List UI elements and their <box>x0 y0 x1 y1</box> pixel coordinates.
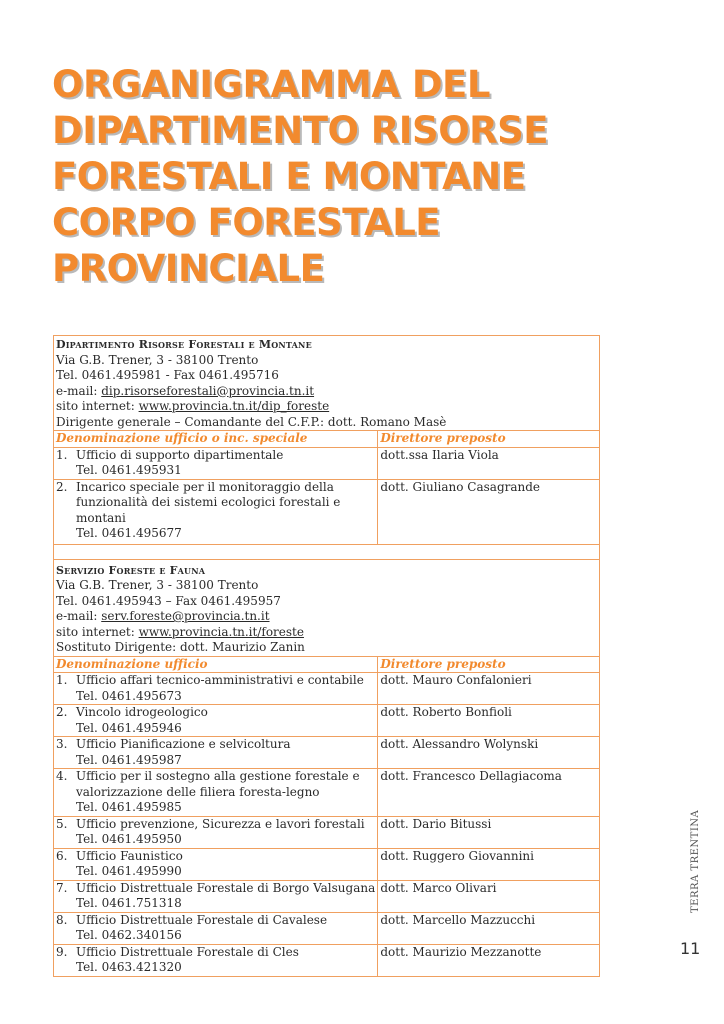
row-number: 6. <box>56 848 68 863</box>
office-name-cont: valorizzazione delle filiera foresta-legno <box>76 784 320 799</box>
dept-name: Dipartimento Risorse Forestali e Montane <box>56 338 312 351</box>
dept-director: Dirigente generale – Comandante del C.F.P.: dott. Romano Masè <box>56 414 447 429</box>
office-director: dott. Maurizio Mezzanotte <box>378 944 600 976</box>
service-site-link[interactable]: www.provincia.tn.it/foreste <box>138 624 304 639</box>
table-row <box>54 705 600 737</box>
office-director: dott. Giuliano Casagrande <box>378 479 600 544</box>
row-number: 5. <box>56 816 68 831</box>
row-number: 2. <box>56 705 68 719</box>
office-name: Ufficio Distrettuale Forestale di Borgo Valsugana <box>76 880 376 895</box>
office-name: Ufficio Distrettuale Forestale di Cavalese <box>76 912 328 927</box>
page-title <box>52 62 548 292</box>
office-tel: Tel. 0461.495673 <box>76 688 182 703</box>
dept-header-row <box>54 431 600 448</box>
office-tel: Tel. 0461.495985 <box>76 800 182 814</box>
office-name-cont: funzionalità dei sistemi ecologici forestali e montani <box>76 495 341 525</box>
office-director: dott. Mauro Confalonieri <box>378 673 600 705</box>
dept-email-line <box>56 384 597 400</box>
table-row <box>54 880 600 912</box>
office-name: Incarico speciale per il monitoraggio della <box>76 479 334 494</box>
dept-site-label: sito internet: <box>56 399 139 413</box>
office-name: Ufficio affari tecnico-amministrativi e contabile <box>76 673 364 687</box>
office-director: dott. Marco Olivari <box>378 880 600 912</box>
row-number: 3. <box>56 737 68 751</box>
office-tel: Tel. 0461.495987 <box>76 752 182 767</box>
office-tel: Tel. 0463.421320 <box>76 960 182 974</box>
office-director: dott. Dario Bitussi <box>378 816 600 848</box>
row-number: 7. <box>56 880 68 895</box>
table-row <box>54 816 600 848</box>
title-line: ORGANIGRAMMA DEL <box>52 63 490 106</box>
title-line: DIPARTIMENTO RISORSE <box>52 109 549 152</box>
office-name: Ufficio per il sostegno alla gestione forestale e <box>76 769 360 783</box>
title-line: CORPO FORESTALE <box>52 201 441 244</box>
office-name: Ufficio Distrettuale Forestale di Cles <box>76 944 299 959</box>
service-col1-header: Denominazione ufficio <box>54 656 378 673</box>
service-name: Servizio Foreste e Fauna <box>56 563 206 577</box>
office-director: dott. Ruggero Giovannini <box>378 848 600 880</box>
table-row <box>54 848 600 880</box>
table-row <box>54 447 600 479</box>
dept-site-link[interactable]: www.provincia.tn.it/dip_foreste <box>138 399 330 413</box>
service-header-row <box>54 656 600 673</box>
office-tel: Tel. 0461.495677 <box>76 526 182 540</box>
table-row <box>54 769 600 817</box>
org-table <box>53 335 600 977</box>
table-row <box>54 479 600 544</box>
service-phone: Tel. 0461.495943 – Fax 0461.495957 <box>56 593 281 608</box>
office-director: dott. Alessandro Wolynski <box>378 737 600 769</box>
office-name: Vincolo idrogeologico <box>76 705 208 719</box>
title-line: FORESTALI E MONTANE <box>52 155 526 198</box>
spacer-row <box>54 544 600 559</box>
dept-site-line <box>56 399 597 415</box>
service-info <box>54 559 600 656</box>
table-row <box>54 944 600 976</box>
office-name: Ufficio Faunistico <box>76 848 183 863</box>
row-number: 1. <box>56 447 68 462</box>
office-director: dott. Marcello Mazzucchi <box>378 912 600 944</box>
office-tel: Tel. 0461.751318 <box>76 896 182 910</box>
office-tel: Tel. 0461.495946 <box>76 720 182 735</box>
service-site-label: sito internet: <box>56 624 139 639</box>
table-row <box>54 737 600 769</box>
office-name: Ufficio di supporto dipartimentale <box>76 447 284 462</box>
dept-address: Via G.B. Trener, 3 - 38100 Trento <box>56 352 259 367</box>
office-director: dott. Francesco Dellagiacoma <box>378 769 600 817</box>
office-tel: Tel. 0461.495950 <box>76 832 182 846</box>
service-address: Via G.B. Trener, 3 - 38100 Trento <box>56 578 259 592</box>
dept-col1-header: Denominazione ufficio o inc. speciale <box>54 431 378 448</box>
office-director: dott.ssa Ilaria Viola <box>378 447 600 479</box>
table-row <box>54 673 600 705</box>
service-email-label: e-mail: <box>56 609 102 623</box>
dept-email-link[interactable]: dip.risorseforestali@provincia.tn.it <box>101 383 315 398</box>
dept-info <box>54 336 600 431</box>
service-site-line <box>56 625 597 641</box>
service-col2-header: Direttore preposto <box>378 656 600 673</box>
dept-phone: Tel. 0461.495981 - Fax 0461.495716 <box>56 368 279 382</box>
table-row <box>54 912 600 944</box>
office-tel: Tel. 0461.495931 <box>76 463 182 477</box>
office-director: dott. Roberto Bonfioli <box>378 705 600 737</box>
title-line: PROVINCIALE <box>52 247 325 290</box>
dept-email-label: e-mail: <box>56 383 102 398</box>
office-tel: Tel. 0462.340156 <box>76 928 182 942</box>
row-number: 2. <box>56 479 68 494</box>
service-email-line <box>56 609 597 625</box>
office-name: Ufficio prevenzione, Sicurezza e lavori forestali <box>76 816 365 831</box>
row-number: 4. <box>56 769 68 783</box>
row-number: 1. <box>56 673 68 687</box>
office-name: Ufficio Pianificazione e selvicoltura <box>76 737 291 751</box>
row-number: 9. <box>56 944 68 959</box>
row-number: 8. <box>56 912 68 927</box>
office-tel: Tel. 0461.495990 <box>76 864 182 878</box>
page-number: 11 <box>680 939 701 958</box>
dept-col2-header: Direttore preposto <box>378 431 600 448</box>
magazine-name: TERRA TRENTINA <box>690 809 701 913</box>
service-director: Sostituto Dirigente: dott. Maurizio Zanin <box>56 640 305 654</box>
service-email-link[interactable]: serv.foreste@provincia.tn.it <box>101 609 270 623</box>
